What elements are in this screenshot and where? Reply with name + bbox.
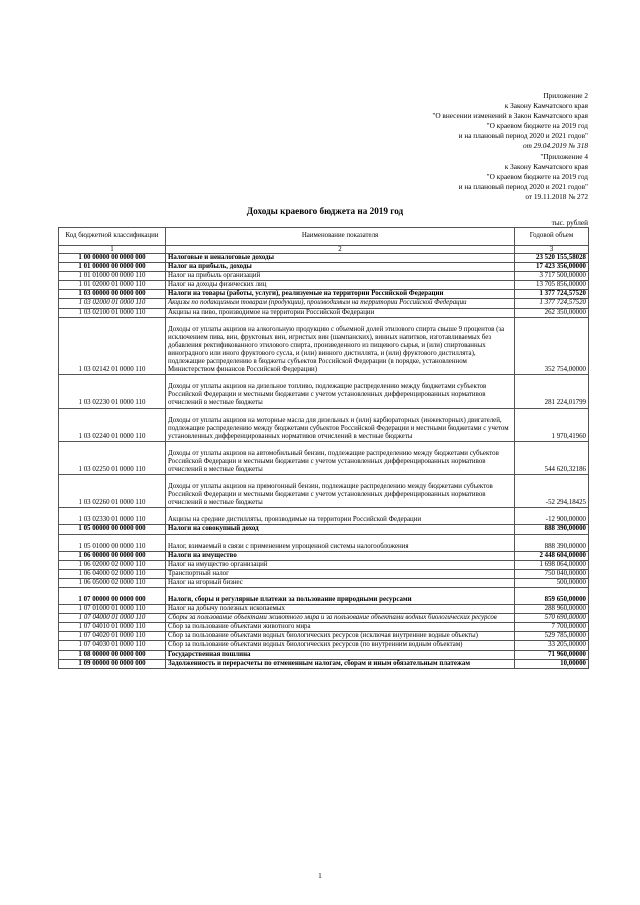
row-value: [515, 551, 589, 560]
row-value-text: 281 224,01799: [544, 399, 586, 407]
row-name: [166, 299, 515, 308]
column-number: 3: [515, 246, 589, 254]
row-name-text: Акцизы на средние дистилляты, производимые на территории Российской Федерации: [168, 516, 422, 524]
row-value-text: 570 690,00000: [544, 614, 586, 622]
row-value-text: 2 448 604,00000: [539, 551, 586, 559]
row-name: [166, 588, 515, 605]
document-title: Доходы краевого бюджета на 2019 год: [246, 206, 404, 216]
row-name-text: Сбор за пользование объектами водных биологических ресурсов (по внутренним водным объектам): [168, 641, 463, 649]
row-name-text: Доходы от уплаты акцизов на автомобильный бензин, подлежащие распределению между бюджетами субъектов Российской Федерации и местными бюджетами с учетом установленных дифференцированных нормативов отчислений в местные бюджеты: [168, 449, 499, 473]
row-value: [515, 632, 589, 641]
table-header-row: [59, 228, 589, 246]
row-code: [59, 299, 166, 308]
row-name-text: Сборы за пользование объектами животного мира и за пользование объектами водных биологических ресурсов: [168, 614, 497, 622]
row-code-text: 1 00 00000 00 0000 000: [78, 254, 146, 261]
row-code: [59, 605, 166, 614]
row-code: [59, 408, 166, 441]
appendix-4-date: от 19.11.2018 № 272: [525, 192, 588, 201]
row-code-text: 1 03 02000 01 0000 110: [78, 299, 146, 307]
row-value: [515, 254, 589, 263]
row-name-text: Доходы от уплаты акцизов на прямогонный бензин, подлежащие распределению между бюджетами субъектов Российской Федерации и местными бюджетами с учетом установленных дифференцированных нормативов отчислений в местные бюджеты: [168, 483, 493, 507]
row-value-text: 1 970,41960: [551, 432, 586, 440]
row-code-text: 1 07 01000 01 0000 110: [78, 605, 146, 613]
row-value: [515, 659, 589, 668]
row-code: [59, 650, 166, 659]
table-row: [59, 308, 589, 317]
header-code: Код бюджетной классификации: [59, 228, 166, 246]
row-code: [59, 534, 166, 551]
table-row: [59, 441, 589, 474]
table-row: [59, 263, 589, 272]
row-code: [59, 578, 166, 587]
row-name: [166, 375, 515, 408]
table-row: [59, 605, 589, 614]
appendix-2-line: к Закону Камчатского края: [504, 101, 588, 110]
table-row: [59, 623, 589, 632]
budget-table: [58, 227, 589, 669]
row-value-text: 288 960,00000: [544, 605, 586, 613]
row-value: [515, 641, 589, 650]
row-name: [166, 525, 515, 534]
row-value-text: -52 294,18425: [545, 499, 586, 507]
table-row: [59, 641, 589, 650]
row-value-text: 352 754,00000: [544, 366, 586, 374]
row-code: [59, 254, 166, 263]
row-value: [515, 560, 589, 569]
appendix-2-date: от 29.04.2019 № 318: [522, 141, 588, 150]
row-name-text: Налог на доходы физических лиц: [168, 281, 267, 289]
header-name: Наименование показателя: [166, 228, 515, 246]
table-row: [59, 317, 589, 375]
row-value-text: 3 717 500,00000: [539, 272, 586, 280]
row-value-text: 17 423 356,00000: [536, 263, 586, 271]
row-code: [59, 281, 166, 290]
row-code: [59, 560, 166, 569]
row-name: [166, 308, 515, 317]
row-name: [166, 560, 515, 569]
appendix-2-header: [432, 91, 588, 151]
row-value-text: 13 705 856,00000: [536, 281, 586, 289]
row-code-text: 1 07 04020 01 0000 110: [78, 632, 146, 640]
row-value: [515, 605, 589, 614]
row-name-text: Налог, взимаемый в связи с применением упрощенной системы налогообложения: [168, 542, 409, 550]
row-name: [166, 569, 515, 578]
appendix-2-line: "О внесении изменений в Закон Камчатского края: [432, 111, 588, 120]
row-code-text: 1 03 02230 01 0000 110: [78, 399, 146, 407]
row-name: [166, 408, 515, 441]
row-value: [515, 441, 589, 474]
row-name-text: Государственная пошлина: [168, 650, 251, 658]
table-row: [59, 588, 589, 605]
row-code: [59, 551, 166, 560]
appendix-2-line: "О краевом бюджете на 2019 год: [486, 121, 588, 130]
row-name: [166, 614, 515, 623]
row-value-text: 262 350,00000: [544, 308, 586, 316]
row-name: [166, 272, 515, 281]
row-value-text: 7 700,00000: [551, 623, 586, 631]
row-code-text: 1 07 04010 01 0000 110: [78, 623, 146, 631]
row-code: [59, 614, 166, 623]
row-value-text: 859 650,00000: [544, 596, 586, 603]
row-name: [166, 281, 515, 290]
row-code-text: 1 01 02000 01 0000 110: [78, 281, 146, 289]
row-name: [166, 641, 515, 650]
table-row: [59, 534, 589, 551]
row-code: [59, 290, 166, 299]
row-code-text: 1 03 02240 01 0000 110: [78, 432, 146, 440]
row-name-text: Акцизы на пиво, производимое на территории Российской Федерации: [168, 308, 375, 316]
row-name: [166, 508, 515, 525]
row-code: [59, 475, 166, 508]
table-row: [59, 578, 589, 587]
row-name: [166, 578, 515, 587]
table-row: [59, 525, 589, 534]
row-value: [515, 290, 589, 299]
row-name-text: Сбор за пользование объектами животного мира: [168, 623, 311, 631]
row-value: [515, 623, 589, 632]
row-name-text: Налог на прибыль, доходы: [168, 263, 252, 271]
row-name-text: Доходы от уплаты акцизов на алкогольную продукцию с объемной долей этилового спирта свыше 9 процентов (за исключением пива, вин, фруктовых вин, игристых вин (шампанских), винных напитков, изготавливаемых без добавления ректификованного этилового спирта, произведенного из пищевого сырья, и (или) спиртованных виноградного или иного фруктового сусла, и (или) винного дистиллята, и (или) фруктового дистиллята), подлежащие распределению в бюджеты субъектов Российской Федерации (в порядке, установленном Министерством финансов Российской Федерации): [168, 325, 505, 374]
row-name-text: Акцизы по подакцизным товарам (продукции), производимым на территории Российской Федерации: [168, 299, 467, 307]
row-value: [515, 408, 589, 441]
row-name-text: Транспортный налог: [168, 569, 229, 577]
row-code-text: 1 07 00000 00 0000 000: [78, 596, 146, 603]
row-value-text: -12 900,00000: [545, 516, 586, 524]
row-code-text: 1 09 00000 00 0000 000: [78, 659, 146, 667]
row-name: [166, 441, 515, 474]
row-name: [166, 551, 515, 560]
row-value: [515, 272, 589, 281]
table-row: [59, 551, 589, 560]
row-code: [59, 308, 166, 317]
row-code: [59, 317, 166, 375]
appendix-2-line: и на плановый период 2020 и 2021 годов": [458, 131, 588, 140]
row-value-text: 71 960,00000: [548, 650, 586, 658]
appendix-4-line: и на плановый период 2020 и 2021 годов": [458, 182, 588, 191]
row-name-text: Налоговые и неналоговые доходы: [168, 254, 274, 261]
row-code: [59, 525, 166, 534]
units-label: тыс. рублей: [551, 218, 588, 227]
table-row: [59, 254, 589, 263]
table-row: [59, 614, 589, 623]
appendix-4-line: "Приложение 4: [540, 152, 588, 161]
row-code: [59, 569, 166, 578]
row-name-text: Налоги на совокупный доход: [168, 525, 259, 533]
row-name: [166, 290, 515, 299]
row-value: [515, 508, 589, 525]
row-value: [515, 534, 589, 551]
row-code-text: 1 06 04000 02 0000 110: [78, 569, 146, 577]
column-number: 1: [59, 246, 166, 254]
table-row: [59, 632, 589, 641]
row-name: [166, 534, 515, 551]
row-name-text: Доходы от уплаты акцизов на моторные масла для дизельных и (или) карбюраторных (инжекторных) двигателей, подлежащие распределению между бюджетами субъектов Российской Федерации и местными бюджетами с учетом установленных дифференцированных нормативов отчислений в местные бюджеты: [168, 416, 509, 440]
row-value-text: 33 205,00000: [548, 641, 586, 649]
row-value: [515, 569, 589, 578]
table-row: [59, 560, 589, 569]
column-number: 2: [166, 246, 515, 254]
table-row: [59, 408, 589, 441]
row-code-text: 1 07 04000 01 0000 110: [78, 614, 146, 622]
table-row: [59, 475, 589, 508]
row-name: [166, 632, 515, 641]
row-code-text: 1 05 00000 00 0000 000: [78, 525, 146, 533]
row-name: [166, 623, 515, 632]
row-name: [166, 659, 515, 668]
row-name-text: Налог на имущество организаций: [168, 560, 268, 568]
row-code: [59, 632, 166, 641]
row-code-text: 1 01 00000 00 0000 000: [78, 263, 146, 271]
row-name-text: Доходы от уплаты акцизов на дизельное топливо, подлежащие распределению между бюджетами субъектов Российской Федерации и местными бюджетами с учетом установленных дифференцированных нормативов отчислений в местные бюджеты: [168, 383, 487, 407]
row-value: [515, 308, 589, 317]
row-code-text: 1 01 01000 00 0000 110: [78, 272, 146, 280]
row-name: [166, 475, 515, 508]
row-code-text: 1 06 02000 02 0000 110: [78, 560, 146, 568]
row-code: [59, 263, 166, 272]
row-value-text: 1 698 064,00000: [539, 560, 586, 568]
row-name-text: Налог на прибыль организаций: [168, 272, 261, 280]
row-code-text: 1 03 02100 01 0000 110: [78, 308, 146, 316]
row-code-text: 1 03 02260 01 0000 110: [78, 499, 146, 507]
row-code-text: 1 03 02330 01 0000 110: [78, 516, 146, 524]
row-value-text: 544 620,32186: [544, 465, 586, 473]
appendix-4-header: [459, 152, 588, 202]
row-name-text: Задолженность и перерасчеты по отмененным налогам, сборам и иным обязательным платежам: [168, 659, 471, 667]
row-value: [515, 525, 589, 534]
row-code: [59, 641, 166, 650]
row-value-text: 1 377 724,57520: [539, 290, 586, 298]
row-value: [515, 263, 589, 272]
row-value: [515, 317, 589, 375]
row-value-text: 888 390,00000: [544, 525, 586, 533]
row-code-text: 1 06 05000 02 0000 110: [78, 578, 146, 586]
row-code: [59, 375, 166, 408]
row-name-text: Налоги на имущество: [168, 551, 237, 559]
row-value: [515, 375, 589, 408]
row-value: [515, 299, 589, 308]
table-row: [59, 650, 589, 659]
appendix-2-line: Приложение 2: [543, 91, 588, 100]
row-code-text: 1 03 00000 00 0000 000: [78, 290, 146, 298]
row-name-text: Налоги на товары (работы, услуги), реализуемые на территории Российской Федерации: [168, 290, 444, 298]
page-number: 1: [318, 871, 322, 880]
row-code-text: 1 06 00000 00 0000 000: [78, 551, 146, 559]
row-value-text: 750 040,00000: [544, 569, 586, 577]
row-code: [59, 441, 166, 474]
row-name: [166, 317, 515, 375]
table-row: [59, 375, 589, 408]
table-row: [59, 281, 589, 290]
row-value-text: 10,00000: [560, 659, 586, 667]
row-value-text: 529 785,00000: [544, 632, 586, 640]
table-row: [59, 272, 589, 281]
row-code-text: 1 07 04030 01 0000 110: [78, 641, 146, 649]
row-value: [515, 281, 589, 290]
row-value-text: 500,00000: [556, 578, 586, 586]
row-name: [166, 605, 515, 614]
row-name-text: Налоги, сборы и регулярные платежи за пользование природными ресурсами: [168, 596, 412, 603]
row-value: [515, 475, 589, 508]
row-value: [515, 578, 589, 587]
row-value-text: 23 520 155,58028: [536, 254, 586, 261]
row-code-text: 1 03 02250 01 0000 110: [78, 465, 146, 473]
header-value: Годовой объем: [515, 228, 589, 246]
row-code: [59, 623, 166, 632]
row-value: [515, 588, 589, 605]
row-name: [166, 263, 515, 272]
row-name-text: Налог на игорный бизнес: [168, 578, 243, 586]
row-code-text: 1 05 01000 00 0000 110: [78, 542, 146, 550]
table-row: [59, 299, 589, 308]
table-row: [59, 508, 589, 525]
row-name-text: Налог на добычу полезных ископаемых: [168, 605, 285, 613]
appendix-4-line: "О краевом бюджете на 2019 год: [486, 172, 588, 181]
table-column-numbers: [59, 246, 589, 254]
row-code-text: 1 08 00000 00 0000 000: [78, 650, 146, 658]
row-value: [515, 614, 589, 623]
row-code: [59, 272, 166, 281]
budget-rows: [59, 254, 589, 669]
table-row: [59, 290, 589, 299]
row-name: [166, 254, 515, 263]
row-code: [59, 508, 166, 525]
row-value: [515, 650, 589, 659]
row-name-text: Сбор за пользование объектами водных биологических ресурсов (исключая внутренние водные объекты): [168, 632, 478, 640]
row-value-text: 888 390,00000: [544, 542, 586, 550]
row-code-text: 1 03 02142 01 0000 110: [78, 366, 146, 374]
appendix-4-line: к Закону Камчатского края: [504, 162, 588, 171]
table-row: [59, 659, 589, 668]
table-row: [59, 569, 589, 578]
row-code: [59, 588, 166, 605]
row-name: [166, 650, 515, 659]
row-code: [59, 659, 166, 668]
row-value-text: 1 377 724,57520: [539, 299, 586, 307]
